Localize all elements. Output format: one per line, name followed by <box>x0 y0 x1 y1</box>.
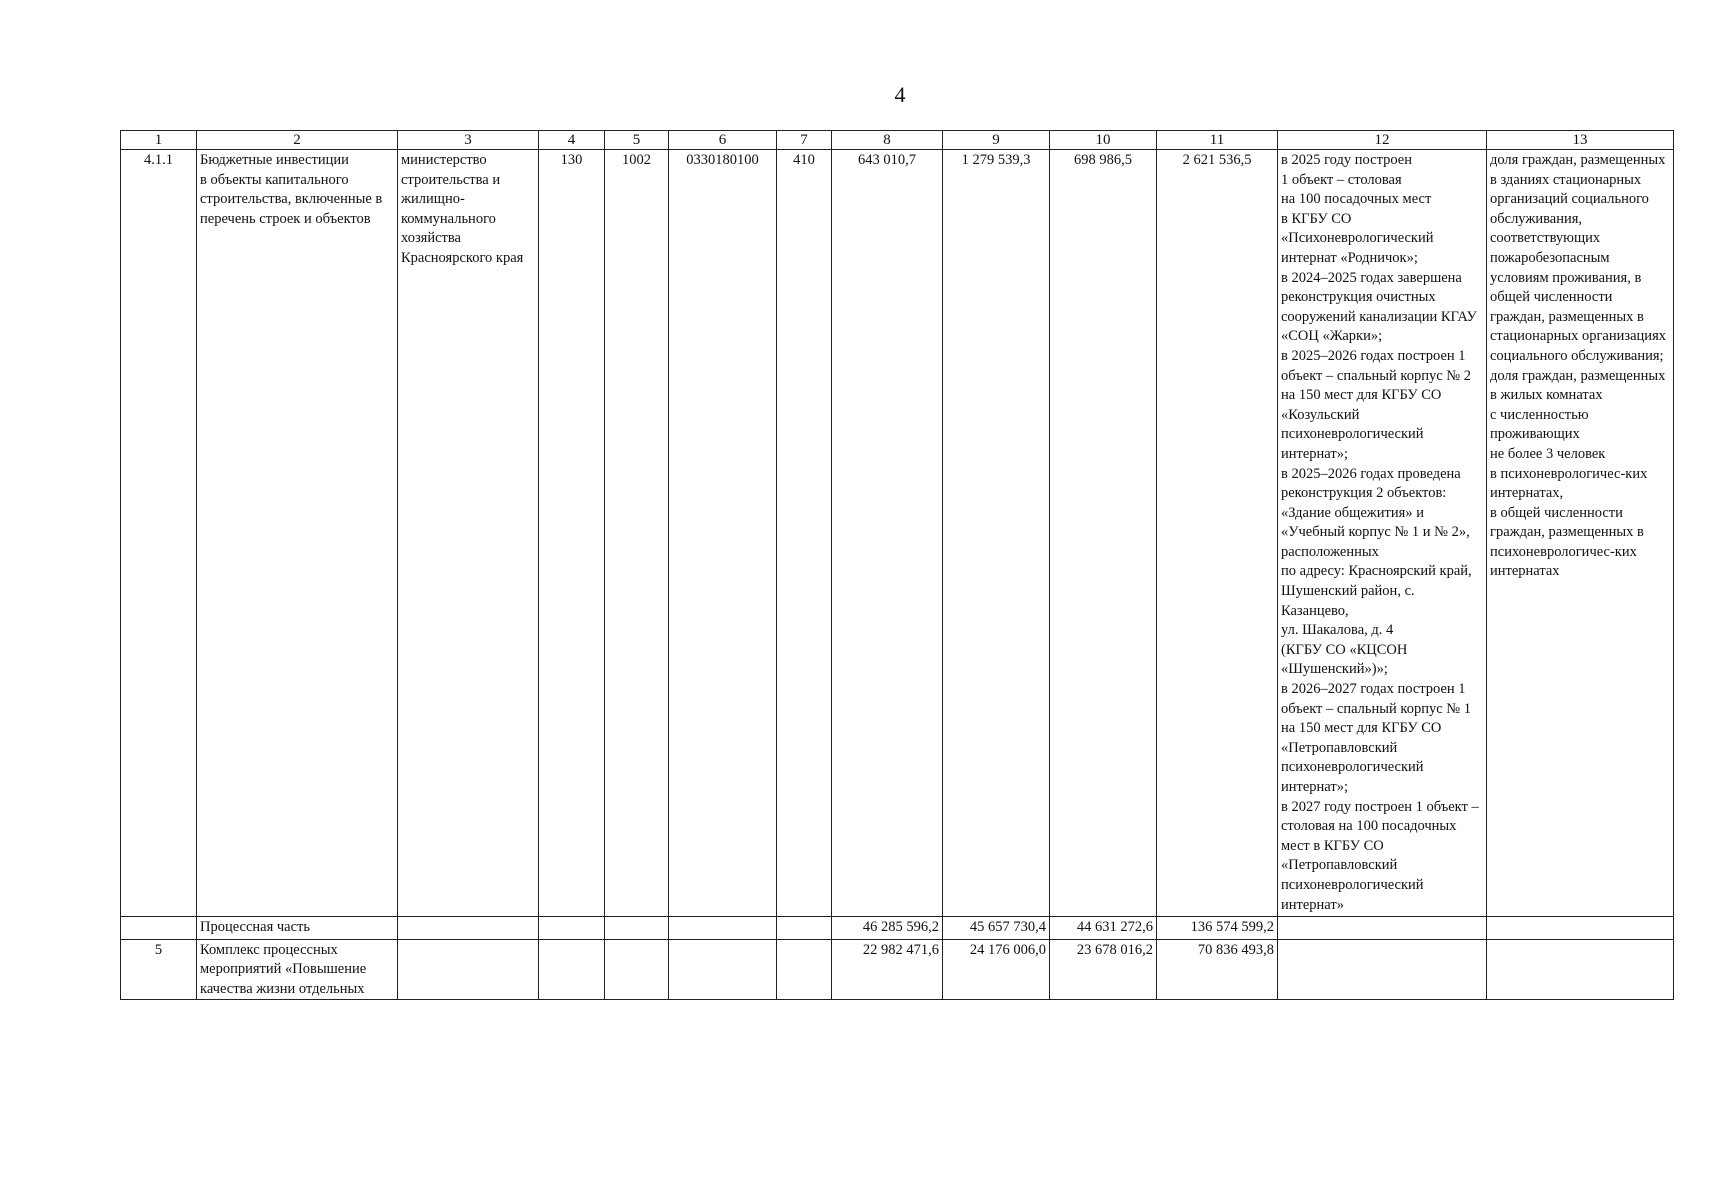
table-row-5 <box>121 939 1674 999</box>
code-cell: 410 <box>777 150 832 917</box>
amount-cell: 23 678 016,2 <box>1050 939 1157 999</box>
column-number: 12 <box>1278 131 1487 150</box>
amount-cell: 643 010,7 <box>832 150 943 917</box>
amount-cell: 70 836 493,8 <box>1157 939 1278 999</box>
column-number: 10 <box>1050 131 1157 150</box>
empty-cell <box>539 939 605 999</box>
empty-cell <box>1278 939 1487 999</box>
budget-table <box>120 130 1674 1000</box>
code-cell: 0330180100 <box>669 150 777 917</box>
empty-cell <box>1487 917 1674 940</box>
executor-cell: министерство строительства и жилищно-коммунального хозяйства Красноярского края <box>398 150 539 917</box>
amount-cell: 698 986,5 <box>1050 150 1157 917</box>
amount-cell: 46 285 596,2 <box>832 917 943 940</box>
activity-name: Процессная часть <box>197 917 398 940</box>
empty-cell <box>539 917 605 940</box>
activity-name-cell <box>197 939 398 999</box>
empty-cell <box>398 939 539 999</box>
amount-cell: 1 279 539,3 <box>943 150 1050 917</box>
table-row-4-1-1 <box>121 150 1674 917</box>
column-number: 1 <box>121 131 197 150</box>
activity-name: Комплекс процессных мероприятий «Повышение качества жизни отдельных <box>200 941 367 997</box>
column-number: 11 <box>1157 131 1278 150</box>
empty-cell <box>777 917 832 940</box>
column-number: 4 <box>539 131 605 150</box>
amount-cell: 136 574 599,2 <box>1157 917 1278 940</box>
code-cell: 130 <box>539 150 605 917</box>
indicators-cell: доля граждан, размещенных в зданиях стационарных организаций социального обслуживания, соответствующих пожаробезопасным условиям проживания, в общей численности граждан, размещенных в стационарных организациях социального обслуживания; доля граждан, размещенных в жилых комнатах с численностью проживающих не более 3 человек в психоневрологичес-ких интернатах, в общей численности граждан, размещенных в психоневрологичес-ких интернатах <box>1487 150 1674 917</box>
empty-cell <box>605 939 669 999</box>
empty-cell <box>777 939 832 999</box>
amount-cell: 22 982 471,6 <box>832 939 943 999</box>
empty-cell <box>121 917 197 940</box>
column-number: 7 <box>777 131 832 150</box>
column-number: 8 <box>832 131 943 150</box>
amount-cell: 2 621 536,5 <box>1157 150 1278 917</box>
column-number: 13 <box>1487 131 1674 150</box>
page-number: 4 <box>894 82 906 107</box>
code-cell: 1002 <box>605 150 669 917</box>
activity-name: Бюджетные инвестиции в объекты капитального строительства, включенные в перечень строек и объектов <box>197 150 398 917</box>
column-number: 9 <box>943 131 1050 150</box>
expected-results-cell: в 2025 году построен 1 объект – столовая на 100 посадочных мест в КГБУ СО «Психоневрологический интернат «Родничок»; в 2024–2025 годах завершена реконструкция очистных сооружений канализации КГАУ «СОЦ «Жарки»; в 2025–2026 годах построен 1 объект – спальный корпус № 2 на 150 мест для КГБУ СО «Козульский психоневрологический интернат»; в 2025–2026 годах проведена реконструкция 2 объектов: «Здание общежития» и «Учебный корпус № 1 и № 2», расположенных по адресу: Красноярский край, Шушенский район, с. Казанцево, ул. Шакалова, д. 4 (КГБУ СО «КЦСОН «Шушенский»)»; в 2026–2027 годах построен 1 объект – спальный корпус № 1 на 150 мест для КГБУ СО «Петропавловский психоневрологический интернат»; в 2027 году построен 1 объект – столовая на 100 посадочных мест в КГБУ СО «Петропавловский психоневрологический интернат» <box>1278 150 1487 917</box>
column-number: 2 <box>197 131 398 150</box>
amount-cell: 44 631 272,6 <box>1050 917 1157 940</box>
row-number: 5 <box>121 939 197 999</box>
empty-cell <box>669 917 777 940</box>
empty-cell <box>1278 917 1487 940</box>
amount-cell: 45 657 730,4 <box>943 917 1050 940</box>
empty-cell <box>398 917 539 940</box>
table-row-process-part <box>121 917 1674 940</box>
empty-cell <box>605 917 669 940</box>
column-number-row <box>121 131 1674 150</box>
empty-cell <box>1487 939 1674 999</box>
column-number: 5 <box>605 131 669 150</box>
amount-cell: 24 176 006,0 <box>943 939 1050 999</box>
column-number: 6 <box>669 131 777 150</box>
column-number: 3 <box>398 131 539 150</box>
empty-cell <box>669 939 777 999</box>
row-number: 4.1.1 <box>121 150 197 917</box>
